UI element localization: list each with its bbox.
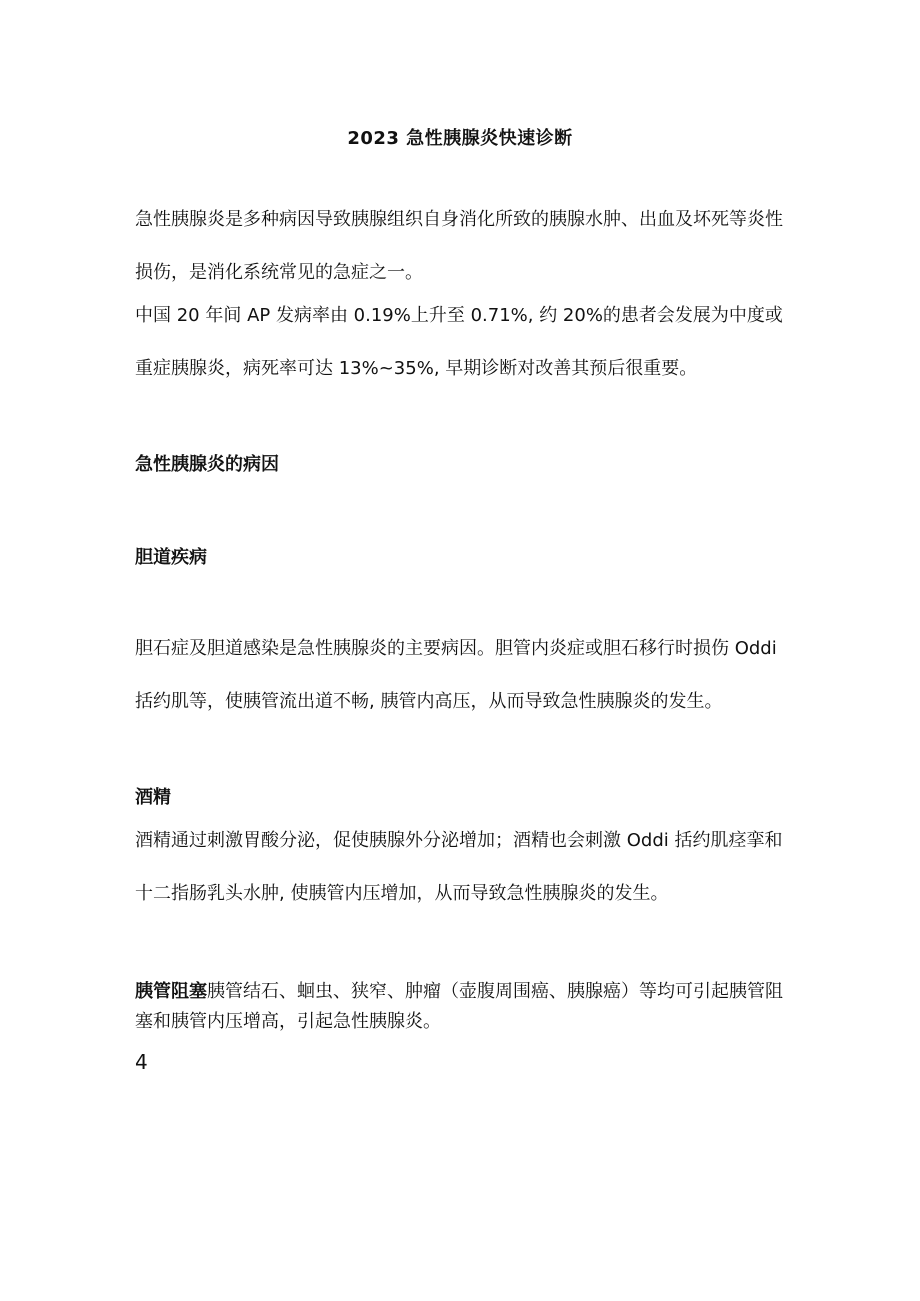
biliary-paragraph: 胆石症及胆道感染是急性胰腺炎的主要病因。胆管内炎症或胆石移行时损伤 Oddi 括约肌等，使胰管流出道不畅, 胰管内高压，从而导致急性胰腺炎的发生。 [135,638,777,712]
section-heading-causes: 急性胰腺炎的病因 [135,454,279,475]
subheading-alcohol: 酒精 [135,787,171,808]
subheading-biliary: 胆道疾病 [135,547,207,568]
intro-paragraph-2: 中国 20 年间 AP 发病率由 0.19%上升至 0.71%, 约 20%的患者会发展为中度或重症胰腺炎，病死率可达 13%~35%, 早期诊断对改善其预后很重要。 [135,305,783,379]
document-title: 2023 急性胰腺炎快速诊断 [347,128,573,149]
alcohol-paragraph: 酒精通过刺激胃酸分泌，促使胰腺外分泌增加；酒精也会刺激 Oddi 括约肌痉挛和十二指肠乳头水肿, 使胰管内压增加，从而导致急性胰腺炎的发生。 [135,830,783,904]
obstruction-text: 胰管结石、蛔虫、狭窄、肿瘤（壶腹周围癌、胰腺癌）等均可引起胰管阻塞和胰管内压增高，引起急性胰腺炎。 [135,981,783,1032]
subheading-obstruction: 胰管阻塞 [135,981,207,1002]
intro-paragraph-1: 急性胰腺炎是多种病因导致胰腺组织自身消化所致的胰腺水肿、出血及坏死等炎性损伤，是消化系统常见的急症之一。 [135,209,783,283]
page-number: 4 [135,1050,148,1074]
obstruction-paragraph [135,977,795,1037]
